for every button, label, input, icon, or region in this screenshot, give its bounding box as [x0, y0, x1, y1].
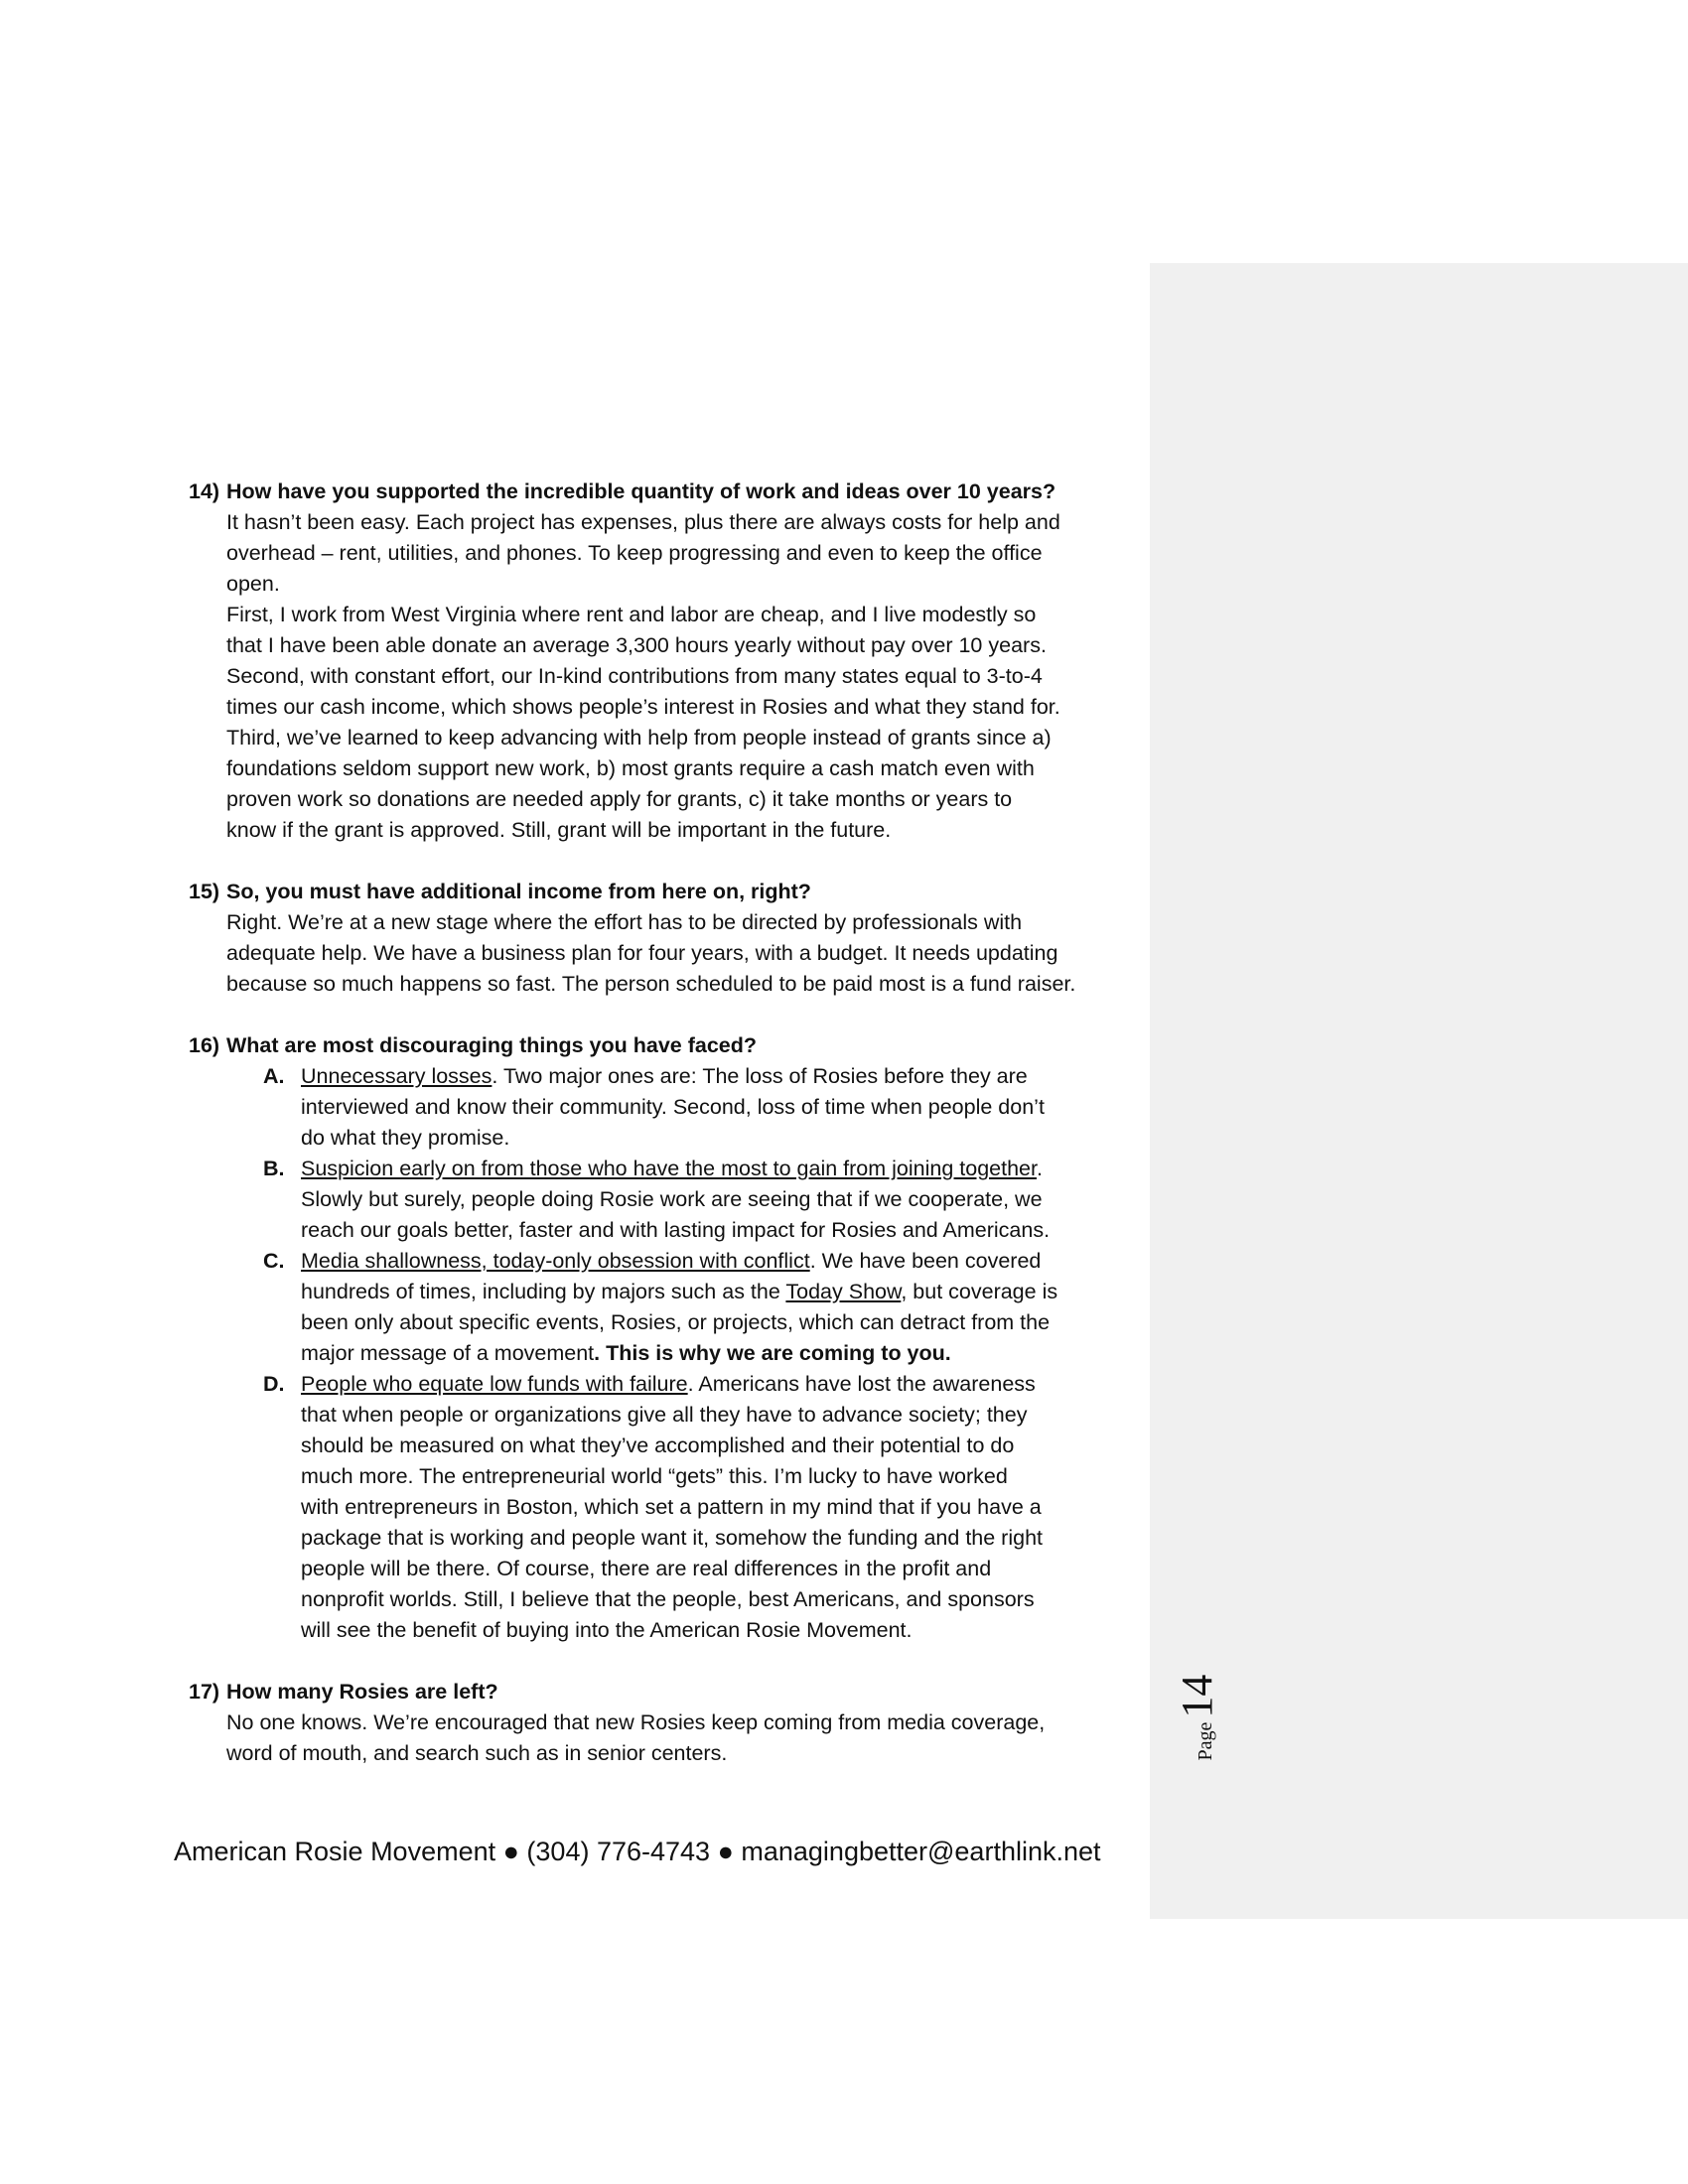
item-line: will see the benefit of buying into the American Rosie Movement. [301, 1618, 913, 1642]
page-label: Page [1195, 1721, 1216, 1761]
answer-line: word of mouth, and search such as in senior centers. [226, 1741, 728, 1765]
item-line: package that is working and people want it, somehow the funding and the right [301, 1526, 1044, 1550]
answer-line: Right. We’re at a new stage where the effort has to be directed by professionals with [226, 910, 1023, 934]
question-15 [189, 877, 1142, 907]
question-number: 17) [189, 1680, 220, 1704]
item-line: much more. The entrepreneurial world “gets” this. I’m lucky to have worked [301, 1464, 1008, 1488]
question-number: 14) [189, 479, 220, 503]
answer-line: Third, we’ve learned to keep advancing with help from people instead of grants since a) [226, 726, 1052, 750]
question-number: 16) [189, 1033, 220, 1057]
answer-line: First, I work from West Virginia where rent and labor are cheap, and I live modestly so [226, 603, 1037, 626]
question-14 [189, 477, 1142, 507]
answer-line: It hasn’t been easy. Each project has expenses, plus there are always costs for help and [226, 510, 1060, 534]
answer-line: No one knows. We’re encouraged that new Rosies keep coming from media coverage, [226, 1710, 1046, 1734]
item-heading: Unnecessary losses [301, 1064, 492, 1088]
answer-line: times our cash income, which shows people’s interest in Rosies and what they stand for. [226, 695, 1060, 719]
answer-line: open. [226, 572, 280, 596]
today-show-title: Today Show [785, 1280, 902, 1303]
list-item-d: D. People who equate low funds with failure. Americans have lost the awareness that when people or organizations give all they have to advance society; they should be measured on what they’ve accomplished and their potential to do much more. The entrepreneurial world “gets” this. I’m lucky to have worked with entrepreneurs in Boston, which set a pattern in my mind that if you have a package that is working and people want it, somehow the funding and the right people will be there. Of course, there are real differences in the profit and nonprofit worlds. Still, I believe that the people, best Americans, and sponsors will see the benefit of buying into the American Rosie Movement. [301, 1369, 1142, 1646]
page-footer: American Rosie Movement ● (304) 776-4743 ● managingbetter@earthlink.net [174, 1837, 1101, 1866]
list-item-b: B. Suspicion early on from those who have the most to gain from joining together. Slowly but surely, people doing Rosie work are seeing that if we cooperate, we reach our goals better, faster and with lasting impact for Rosies and Americans. [301, 1154, 1142, 1246]
page-number-value: 14 [1173, 1674, 1221, 1718]
item-line: Slowly but surely, people doing Rosie work are seeing that if we cooperate, we [301, 1187, 1043, 1211]
emphasis-text: . This is why we are coming to you. [594, 1341, 951, 1365]
question-17 [189, 1677, 1142, 1707]
item-line: hundreds of times, including by majors such as the Today Show, but coverage is [301, 1280, 1058, 1303]
item-line: that when people or organizations give all they have to advance society; they [301, 1403, 1028, 1427]
item-line: reach our goals better, faster and with lasting impact for Rosies and Americans. [301, 1218, 1051, 1242]
question-16 [189, 1030, 1142, 1061]
question-text: How many Rosies are left? [226, 1680, 498, 1704]
answer-line: adequate help. We have a business plan for four years, with a budget. It needs updating [226, 941, 1058, 965]
answer-15 [226, 907, 1142, 1000]
discouraging-list [189, 1061, 1142, 1646]
answer-line: foundations seldom support new work, b) most grants require a cash match even with [226, 756, 1035, 780]
item-line: do what they promise. [301, 1126, 510, 1150]
item-line: should be measured on what they’ve accomplished and their potential to do [301, 1433, 1015, 1457]
item-line: major message of a movement. This is why we are coming to you. [301, 1341, 951, 1365]
answer-17 [226, 1707, 1142, 1769]
answer-14 [226, 507, 1142, 846]
answer-line: because so much happens so fast. The person scheduled to be paid most is a fund raiser. [226, 972, 1076, 996]
list-letter: A. [263, 1064, 285, 1088]
page-number [1172, 1653, 1271, 1782]
item-heading: People who equate low funds with failure [301, 1372, 688, 1396]
item-heading: Media shallowness, today-only obsession with conflict [301, 1249, 810, 1273]
document-body [189, 477, 1142, 1769]
item-line: people will be there. Of course, there are real differences in the profit and [301, 1557, 992, 1580]
answer-line: know if the grant is approved. Still, grant will be important in the future. [226, 818, 892, 842]
answer-line: overhead – rent, utilities, and phones. To keep progressing and even to keep the office [226, 541, 1043, 565]
question-text: How have you supported the incredible quantity of work and ideas over 10 years? [226, 479, 1056, 503]
answer-line: Second, with constant effort, our In-kind contributions from many states equal to 3-to-4 [226, 664, 1043, 688]
item-line: nonprofit worlds. Still, I believe that the people, best Americans, and sponsors [301, 1587, 1035, 1611]
list-letter: B. [263, 1157, 285, 1180]
question-number: 15) [189, 880, 220, 903]
list-item-c: C. Media shallowness, today-only obsession with conflict. We have been covered hundreds of times, including by majors such as the Today Show, but coverage is been only about specific events, Rosies, or projects, which can detract from the major message of a movement. This is why we are coming to you. [301, 1246, 1142, 1369]
answer-line: proven work so donations are needed apply for grants, c) it take months or years to [226, 787, 1013, 811]
list-item-a: A. Unnecessary losses. Two major ones are: The loss of Rosies before they are interviewed and know their community. Second, loss of time when people don’t do what they promise. [301, 1061, 1142, 1154]
item-line: been only about specific events, Rosies, or projects, which can detract from the [301, 1310, 1051, 1334]
question-text: What are most discouraging things you have faced? [226, 1033, 758, 1057]
list-letter: D. [263, 1372, 285, 1396]
answer-line: that I have been able donate an average 3,300 hours yearly without pay over 10 years. [226, 633, 1047, 657]
question-text: So, you must have additional income from here on, right? [226, 880, 811, 903]
list-letter: C. [263, 1249, 285, 1273]
item-line: with entrepreneurs in Boston, which set a pattern in my mind that if you have a [301, 1495, 1042, 1519]
item-heading: Suspicion early on from those who have the most to gain from joining together [301, 1157, 1037, 1180]
item-line: interviewed and know their community. Second, loss of time when people don’t [301, 1095, 1045, 1119]
